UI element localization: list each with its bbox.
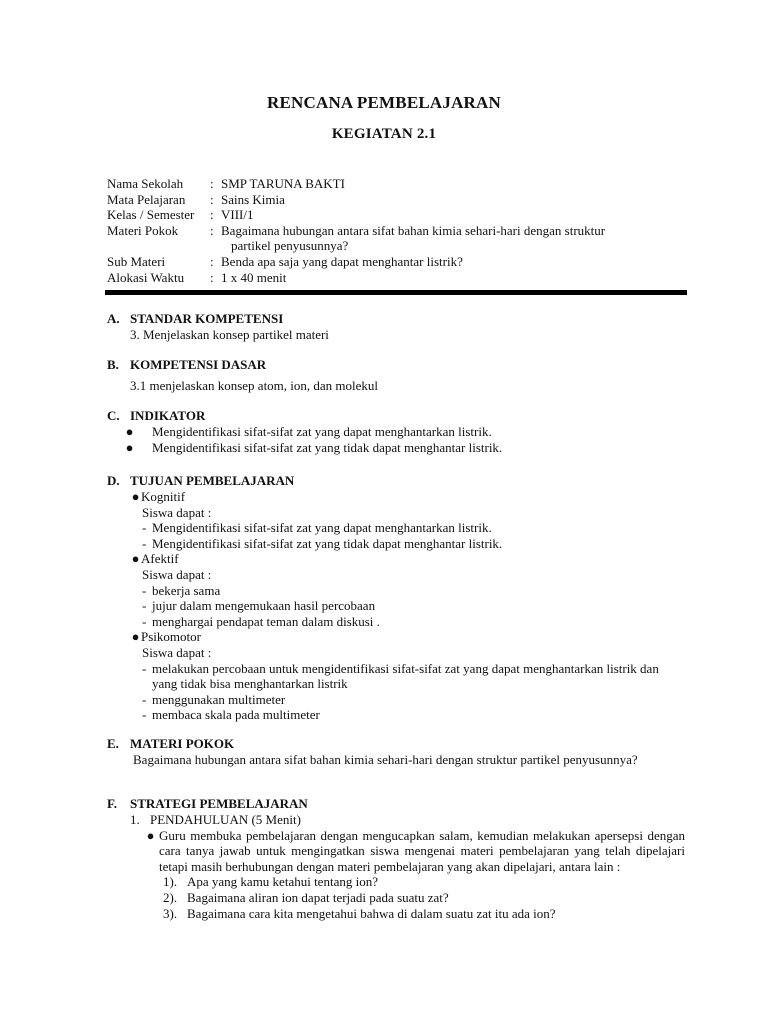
document-title: RENCANA PEMBELAJARAN: [267, 93, 501, 112]
section-indikator: [107, 408, 685, 455]
section-letter: D.: [107, 473, 120, 488]
section-kompetensi-dasar: [107, 357, 685, 394]
identity-value-continued: partikel penyusunnya?: [231, 238, 349, 254]
section-heading: INDIKATOR: [130, 408, 206, 423]
identity-value: Sains Kimia: [221, 191, 285, 207]
section-heading: MATERI POKOK: [130, 736, 235, 751]
section-letter: C.: [107, 408, 120, 423]
list-item: - membaca skala pada multimeter: [142, 707, 320, 723]
identity-label: Nama Sekolah: [107, 176, 184, 191]
subsection-psikomotor: ● Psikomotor: [131, 629, 201, 645]
section-strategi-pembelajaran: [107, 796, 685, 921]
section-tujuan-pembelajaran: [107, 473, 685, 723]
identity-label: Kelas / Semester: [107, 207, 195, 223]
identity-row: Nama Sekolah : SMP TARUNA BAKTI: [107, 176, 687, 192]
identity-value: Benda apa saja yang dapat menghantar listrik?: [221, 253, 463, 269]
header-divider: [105, 290, 687, 295]
list-item: - bekerja sama: [142, 582, 221, 598]
identity-block: [107, 176, 687, 285]
list-item: - menggunakan multimeter: [142, 691, 286, 707]
list-item: - jujur dalam mengemukaan hasil percobaan: [142, 598, 376, 614]
identity-label: Materi Pokok: [107, 222, 179, 238]
list-item: 2). Bagaimana aliran ion dapat terjadi pada suatu zat?: [163, 889, 449, 905]
section-letter: F.: [107, 796, 117, 811]
list-item: - Mengidentifikasi sifat-sifat zat yang tidak dapat menghantar listrik.: [142, 535, 503, 551]
section-heading: TUJUAN PEMBELAJARAN: [130, 473, 295, 488]
identity-label: Alokasi Waktu: [107, 269, 185, 285]
bullet-icon: ●: [131, 551, 140, 567]
subsection-kognitif: ● Kognitif: [131, 489, 186, 504]
section-letter: B.: [107, 357, 119, 372]
list-item: - menghargai pendapat teman dalam diskusi .: [142, 613, 380, 629]
identity-row: Sub Materi : Benda apa saja yang dapat menghantar listrik?: [107, 254, 687, 270]
list-item: 3). Bagaimana cara kita mengetahui bahwa di dalam suatu zat itu ada ion?: [163, 905, 556, 921]
identity-value: SMP TARUNA BAKTI: [221, 176, 345, 191]
section-letter: A.: [107, 311, 120, 326]
subsection-intro: Siswa dapat :: [142, 504, 212, 520]
section-text: Bagaimana hubungan antara sifat bahan kimia sehari-hari dengan struktur partikel penyusunnya?: [133, 752, 638, 767]
section-text: 3. Menjelaskan konsep partikel materi: [130, 327, 329, 342]
bullet-icon: ●: [125, 424, 134, 439]
bullet-icon: ●: [131, 489, 140, 504]
section-heading: STANDAR KOMPETENSI: [130, 311, 284, 326]
identity-row: Kelas / Semester : VIII/1: [107, 207, 687, 223]
list-item: - Mengidentifikasi sifat-sifat zat yang dapat menghantarkan listrik.: [142, 520, 492, 536]
bullet-icon: ●: [131, 629, 140, 645]
list-item: - melakukan percobaan untuk mengidentifikasi sifat-sifat zat yang dapat menghantarkan listrik dan yang tidak bisa menghantarkan listrik: [142, 660, 659, 692]
section-heading: STRATEGI PEMBELAJARAN: [130, 796, 308, 811]
document-subtitle: KEGIATAN 2.1: [331, 126, 437, 142]
identity-row: Mata Pelajaran : Sains Kimia: [107, 192, 687, 208]
section-materi-pokok: [107, 736, 685, 768]
section-heading: KOMPETENSI DASAR: [130, 357, 267, 372]
section-letter: E.: [107, 736, 119, 751]
section-text: 3.1 menjelaskan konsep atom, ion, dan molekul: [130, 378, 379, 393]
identity-label: Sub Materi: [107, 253, 166, 269]
identity-label: Mata Pelajaran: [107, 191, 186, 207]
subsection-intro: Siswa dapat :: [142, 566, 212, 582]
section-standar-kompetensi: [107, 311, 685, 343]
list-item: ● Mengidentifikasi sifat-sifat zat yang tidak dapat menghantar listrik.: [107, 440, 685, 456]
subsection-afektif: ● Afektif: [131, 551, 179, 567]
identity-value: 1 x 40 menit: [221, 269, 287, 285]
subsection-intro: Siswa dapat :: [142, 644, 212, 660]
identity-row: Alokasi Waktu : 1 x 40 menit: [107, 270, 687, 286]
bullet-icon: ●: [125, 439, 134, 455]
identity-row: Materi Pokok : Bagaimana hubungan antara sifat bahan kimia sehari-hari dengan struktur partikel penyusunnya?: [107, 223, 687, 254]
list-item: 1). Apa yang kamu ketahui tentang ion?: [163, 874, 378, 890]
identity-value: Bagaimana hubungan antara sifat bahan kimia sehari-hari dengan struktur: [221, 222, 606, 238]
list-item: ● Mengidentifikasi sifat-sifat zat yang dapat menghantarkan listrik.: [107, 424, 685, 440]
identity-value: VIII/1: [221, 207, 254, 223]
list-item: ● Guru membuka pembelajaran dengan mengucapkan salam, kemudian melakukan apersepsi dengan cara tanya jawab untuk mengingatkan siswa mengenai materi pembelajaran yang telah dipelajari tetapi masih berhubungan dengan materi pembelajaran yang akan dipelajari, antara lain :: [107, 828, 685, 875]
subheading-pendahuluan: 1. PENDAHULUAN (5 Menit): [130, 812, 301, 827]
bullet-icon: ●: [146, 827, 155, 843]
